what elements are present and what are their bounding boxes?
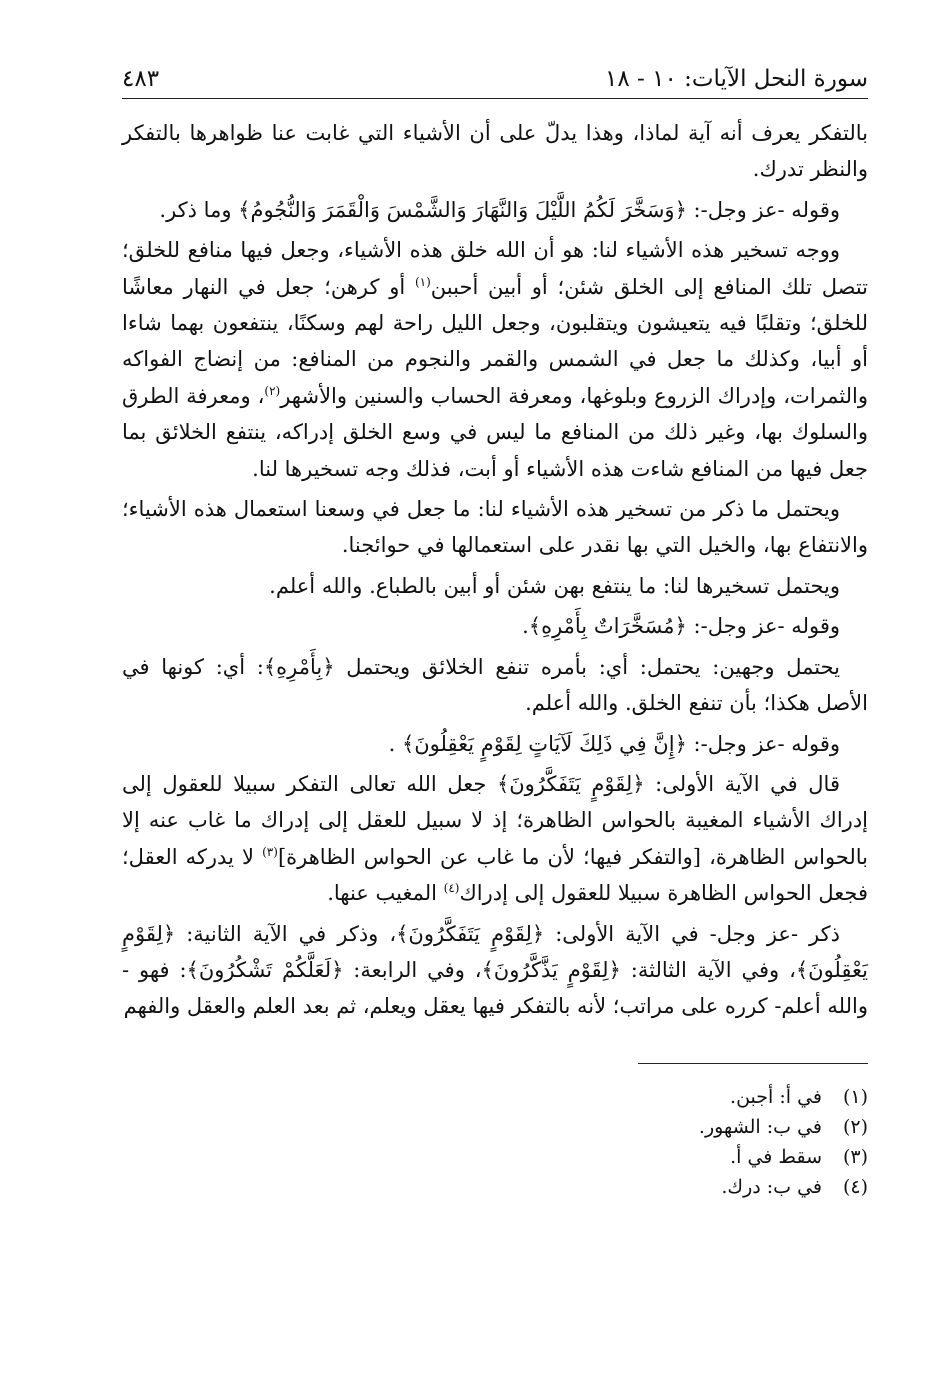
- text-run: وما ذكر.: [159, 197, 239, 222]
- footnote-text: سقط في أ.: [730, 1145, 822, 1168]
- footnote-number: (٤): [842, 1175, 868, 1198]
- quran-verse: ﴿لِقَوْمٍ يَتَفَكَّرُونَ﴾: [396, 921, 545, 946]
- footnotes-list: [122, 1082, 868, 1202]
- text-run: المغيب عنها.: [327, 881, 444, 906]
- text-run: ، وفي الآية الثالثة:: [620, 957, 796, 982]
- paragraph: [122, 192, 868, 228]
- quran-verse: ﴿إِنَّ فِي ذَلِكَ لَآيَاتٍ لِقَوْمٍ يَعْقِلُونَ﴾: [401, 731, 687, 756]
- footnote-number: (١): [842, 1085, 868, 1108]
- quran-verse: ﴿لَعَلَّكُمْ تَشْكُرُونَ﴾: [186, 957, 344, 982]
- footnote-item: [122, 1142, 868, 1172]
- page-number: ٤٨٣: [122, 66, 160, 92]
- footnote-marker: (١): [414, 274, 431, 289]
- footnote-item: [122, 1112, 868, 1142]
- text-run: قال في الآية الأولى:: [644, 771, 840, 796]
- footnote-text: في ب: الشهور.: [698, 1115, 822, 1138]
- text-run: : فهو - والله أعلم- كرره على مراتب؛ لأنه بالتفكر فيها يعقل ويعلم، ثم بعد العلم والعقل والفهم: [122, 957, 868, 1019]
- paragraph: [122, 916, 868, 1025]
- paragraph: ويحتمل ما ذكر من تسخير هذه الأشياء لنا: ما جعل في وسعنا استعمال هذه الأشياء؛ والانتفاع بها، والخيل التي بها نقدر على استعمالها في حوائجنا.: [122, 497, 868, 558]
- quran-verse: ﴿لِقَوْمٍ يَذَّكَّرُونَ﴾: [481, 957, 621, 982]
- paragraph: [122, 608, 868, 644]
- text-run: لا يدركه العقل؛ فجعل الحواس الظاهرة سبيلا للعقول إلى إدراك: [122, 844, 868, 906]
- footnote-text: في ب: درك.: [721, 1175, 822, 1198]
- footnote-marker: (٤): [443, 881, 460, 896]
- quran-verse: ﴿مُسَخَّرَاتٌ بِأَمْرِهِ﴾: [528, 614, 687, 639]
- main-text: [122, 115, 868, 1025]
- text-run: ، وذكر في الآية الثانية:: [175, 921, 397, 946]
- quran-verse: ﴿وَسَخَّرَ لَكُمُ اللَّيْلَ وَالنَّهَارَ وَالشَّمْسَ وَالْقَمَرَ وَالنُّجُومُ﴾: [238, 197, 687, 222]
- running-title: سورة النحل الآيات: ١٠ - ١٨: [604, 66, 868, 92]
- footnote-separator: [638, 1063, 868, 1064]
- text-run: ووجه تسخير هذه الأشياء لنا: هو أن الله خلق هذه الأشياء، وجعل فيها منافع للخلق؛ تتصل تلك المنافع إلى الخلق شئن؛ أو أبين أحببن: [122, 238, 869, 299]
- quran-verse: ﴿بِأَمْرِهِ﴾: [263, 654, 335, 679]
- text-run: يحتمل وجهين: يحتمل: أي: بأمره تنفع الخلائق ويحتمل: [334, 654, 840, 679]
- text-run: ، ومعرفة الطرق والسلوك بها، وغير ذلك من المنافع ما ليس في وسع الخلق إدراكه، ينتفع الخلائق بما جعل فيها من المنافع شاءت هذه الأشياء أو أبت، فذلك وجه تسخيرها لنا.: [122, 383, 868, 481]
- paragraph: [122, 766, 868, 912]
- footnote-marker: (٣): [262, 844, 278, 859]
- text-run: وقوله -عز وجل-:: [686, 731, 840, 756]
- paragraph: [122, 726, 868, 762]
- footnote-number: (٢): [842, 1115, 868, 1138]
- footnote-text: في أ: أجبن.: [730, 1085, 822, 1108]
- text-run: أو كرهن؛ جعل في النهار معاشًا للخلق؛ وتقلبًا فيه يتعيشون ويتقلبون، وجعل الليل راحة لهم وسكنًا، ينتفعون بهما شاءا أو أبيا، وكذلك ما جعل في الشمس والقمر والنجوم من المنافع: من إنضاج الفواكه والثمرات، وإدراك الزروع وبلوغها، ومعرفة الحساب والسنين والأشهر: [122, 274, 869, 408]
- text-run: جعل الله تعالى التفكر سبيلا للعقول إلى إدراك الأشياء المغيبة بالحواس الظاهرة؛ إذ لا سبيل للعقل إلى إدراك ما غاب عنه إلا بالحواس الظاهرة، [والتفكر فيها؛ لأن ما غاب عن الحواس الظاهرة]: [122, 771, 868, 869]
- paragraph: [122, 649, 868, 722]
- text-run: ذكر -عز وجل- في الآية الأولى:: [544, 921, 840, 946]
- text-run: وقوله -عز وجل-:: [686, 614, 840, 639]
- text-run: ، وفي الرابعة:: [343, 957, 482, 982]
- text-run: .: [522, 614, 529, 639]
- text-run: : أي: كونها في الأصل هكذا؛ بأن تنفع الخلق. والله أعلم.: [122, 654, 868, 716]
- text-run: وقوله -عز وجل-:: [686, 197, 840, 222]
- quran-verse: ﴿لِقَوْمٍ يَعْقِلُونَ﴾: [122, 921, 868, 982]
- paragraph: [122, 232, 868, 487]
- footnote-item: [122, 1172, 868, 1202]
- paragraph: ويحتمل تسخيرها لنا: ما ينتفع بهن شئن أو أبين بالطباع. والله أعلم.: [269, 573, 840, 598]
- text-run: .: [388, 731, 402, 756]
- footnote-item: [122, 1082, 868, 1112]
- footnote-number: (٣): [842, 1145, 868, 1168]
- footnote-marker: (٢): [264, 383, 281, 398]
- page-header: [122, 48, 868, 99]
- quran-verse: ﴿لِقَوْمٍ يَتَفَكَّرُونَ﴾: [496, 771, 645, 796]
- paragraph: بالتفكر يعرف أنه آية لماذا، وهذا يدلّ على أن الأشياء التي غابت عنا ظواهرها بالتفكر والنظر تدرك.: [122, 121, 868, 182]
